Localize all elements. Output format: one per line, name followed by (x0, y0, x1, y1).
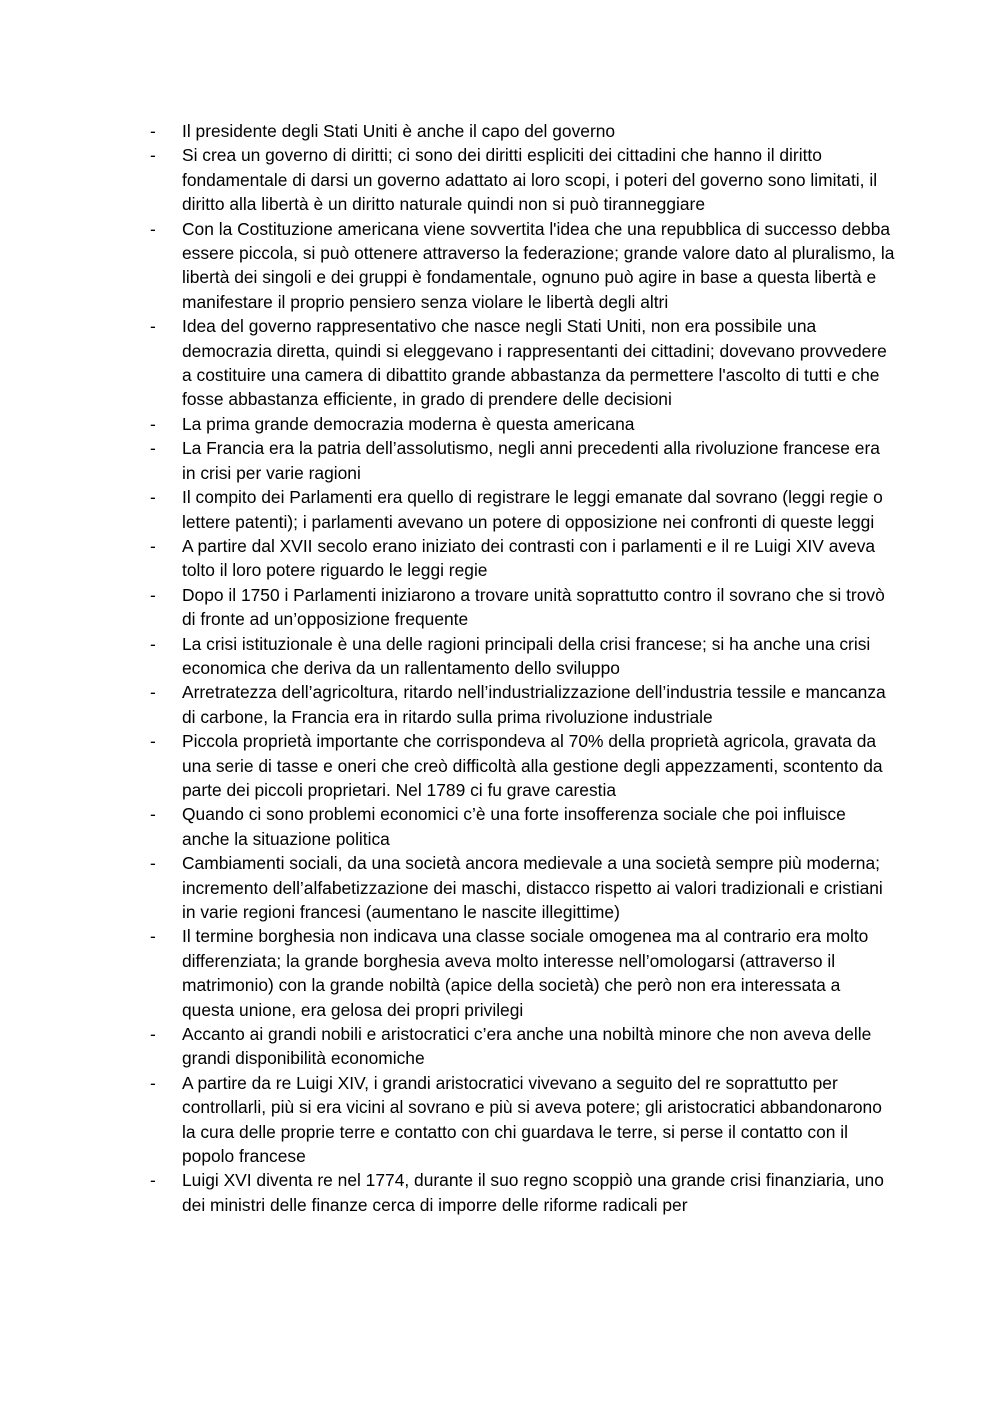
bullet-marker: - (150, 413, 156, 434)
list-item-text: Cambiamenti sociali, da una società ancora medievale a una società sempre più moderna; incremento dell’alfabetizzazione dei maschi, distacco rispetto ai valori tradizionali e cristiani in varie regioni francesi (aumentano le nascite illegittime) (182, 853, 883, 922)
bullet-marker: - (150, 731, 156, 752)
list-item (150, 119, 895, 143)
list-item (150, 924, 895, 1022)
bullet-marker: - (150, 1072, 156, 1093)
bullet-marker: - (150, 682, 156, 703)
list-item-text: Con la Costituzione americana viene sovvertita l'idea che una repubblica di successo debba essere piccola, si può ottenere attraverso la federazione; grande valore dato al pluralismo, la libertà dei singoli e dei gruppi è fondamentale, ognuno può agire in base a questa libertà e manifestare il proprio pensiero senza violare le libertà degli altri (182, 218, 895, 312)
list-item-text: Il compito dei Parlamenti era quello di registrare le leggi emanate dal sovrano (leggi regie o lettere patenti); i parlamenti avevano un potere di opposizione nei confronti di queste leggi (182, 487, 883, 532)
list-item-text: Arretratezza dell’agricoltura, ritardo nell’industrializzazione dell’industria tessile e mancanza di carbone, la Francia era in ritardo sulla prima rivoluzione industriale (182, 682, 886, 727)
list-item (150, 485, 895, 534)
list-item-text: Luigi XVI diventa re nel 1774, durante il suo regno scoppiò una grande crisi finanziaria, uno dei ministri delle finanze cerca di imporre delle riforme radicali per (182, 1170, 884, 1215)
bullet-list (150, 119, 895, 1217)
list-item (150, 412, 895, 436)
list-item (150, 1022, 895, 1071)
list-item (150, 143, 895, 216)
list-item (150, 583, 895, 632)
list-item (150, 802, 895, 851)
list-item-text: Il presidente degli Stati Uniti è anche il capo del governo (182, 121, 616, 141)
bullet-marker: - (150, 438, 156, 459)
bullet-marker: - (150, 218, 156, 239)
bullet-marker: - (150, 804, 156, 825)
list-item (150, 436, 895, 485)
list-item-text: Piccola proprietà importante che corrispondeva al 70% della proprietà agricola, gravata da una serie di tasse e oneri che creò difficoltà alla gestione degli appezzamenti, scontento da parte dei piccoli proprietari. Nel 1789 ci fu grave carestia (182, 731, 883, 800)
list-item (150, 632, 895, 681)
list-item (150, 314, 895, 412)
list-item-text: Si crea un governo di diritti; ci sono dei diritti espliciti dei cittadini che hanno il diritto fondamentale di darsi un governo adattato ai loro scopi, i poteri del governo sono limitati, il diritto alla libertà è un diritto naturale quindi non si può tiranneggiare (182, 145, 878, 215)
bullet-marker: - (150, 1170, 156, 1191)
bullet-marker: - (150, 926, 156, 947)
list-item-text: Dopo il 1750 i Parlamenti iniziarono a trovare unità soprattutto contro il sovrano che si trovò di fronte ad un’opposizione frequente (182, 584, 885, 630)
bullet-marker: - (150, 121, 156, 141)
list-item (150, 1168, 895, 1217)
list-item-text: Idea del governo rappresentativo che nasce negli Stati Uniti, non era possibile una democrazia diretta, quindi si eleggevano i rappresentanti dei cittadini; dovevano provvedere a costituire una camera di dibattito grande abbastanza da permettere l'ascolto di tutti e che fosse abbastanza efficiente, in grado di prendere delle decisioni (182, 316, 887, 410)
list-item (150, 729, 895, 802)
list-item-text: La Francia era la patria dell’assolutismo, negli anni precedenti alla rivoluzione francese era in crisi per varie ragioni (182, 438, 880, 483)
bullet-marker: - (150, 535, 156, 556)
list-item (150, 217, 895, 315)
list-item (150, 851, 895, 924)
bullet-marker: - (150, 633, 156, 654)
list-item (150, 1071, 895, 1169)
list-item (150, 534, 895, 583)
list-item-text: La prima grande democrazia moderna è questa americana (182, 413, 635, 434)
list-item-text: Il termine borghesia non indicava una classe sociale omogenea ma al contrario era molto differenziata; la grande borghesia aveva molto interesse nell’omologarsi (attraverso il matrimonio) con la grande nobiltà (apice della società) che però non era interessata a questa unione, era gelosa dei propri privilegi (182, 926, 869, 1020)
bullet-marker: - (150, 145, 156, 166)
bullet-marker: - (150, 487, 156, 508)
list-item-text: Quando ci sono problemi economici c’è una forte insofferenza sociale che poi influisce anche la situazione politica (182, 804, 846, 849)
list-item-text: A partire da re Luigi XIV, i grandi aristocratici vivevano a seguito del re soprattutto per controllarli, più si era vicini al sovrano e più si aveva potere; gli aristocratici abbandonarono la cura delle proprie terre e contatto con chi guardava le terre, si perse il contatto con il popolo francese (182, 1072, 882, 1167)
list-item-text: La crisi istituzionale è una delle ragioni principali della crisi francese; si ha anche una crisi economica che deriva da un rallentamento dello sviluppo (182, 633, 871, 678)
bullet-marker: - (150, 316, 156, 337)
list-item-text: Accanto ai grandi nobili e aristocratici c’era anche una nobiltà minore che non aveva delle grandi disponibilità economiche (182, 1024, 872, 1069)
bullet-marker: - (150, 584, 156, 605)
bullet-marker: - (150, 1024, 156, 1045)
list-item (150, 680, 895, 729)
list-item-text: A partire dal XVII secolo erano iniziato dei contrasti con i parlamenti e il re Luigi XIV aveva tolto il loro potere riguardo le leggi regie (182, 535, 876, 581)
bullet-marker: - (150, 853, 156, 874)
